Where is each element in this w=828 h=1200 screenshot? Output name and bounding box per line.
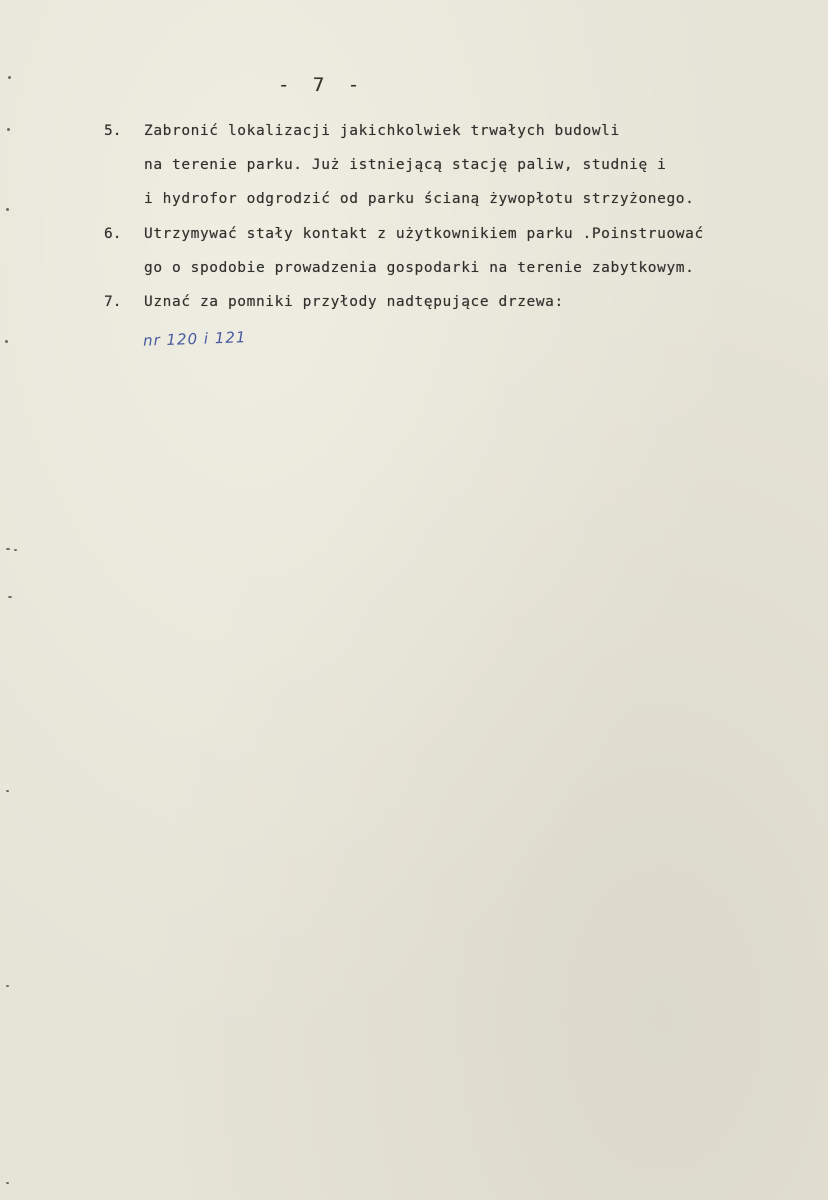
item-5-line-2: na terenie parku. Już istniejącą stację paliw, studnię i xyxy=(144,157,667,173)
margin-mark xyxy=(6,208,9,211)
item-5-line-3: i hydrofor odgrodzić od parku ścianą żywopłotu strzyżonego. xyxy=(144,191,695,207)
margin-mark xyxy=(6,985,9,987)
margin-mark xyxy=(7,128,10,131)
item-5-line-1: Zabronić lokalizacji jakichkolwiek trwałych budowli xyxy=(144,123,620,139)
item-6-line-1: Utrzymywać stały kontakt z użytkownikiem parku .Poinstruować xyxy=(144,226,704,242)
margin-mark xyxy=(6,548,10,550)
item-number-5: 5. xyxy=(104,123,122,139)
margin-mark xyxy=(8,76,11,79)
margin-mark xyxy=(8,596,12,598)
item-6-line-2: go o spodobie prowadzenia gospodarki na terenie zabytkowym. xyxy=(144,260,695,276)
item-number-7: 7. xyxy=(104,294,122,310)
item-7-line-1: Uznać za pomniki przyłody nadtępujące drzewa: xyxy=(144,294,564,310)
margin-mark xyxy=(6,1182,9,1184)
margin-mark xyxy=(5,340,8,343)
page-number: - 7 - xyxy=(278,74,366,96)
margin-mark xyxy=(14,549,17,551)
handwritten-note: nr 120 i 121 xyxy=(142,328,247,350)
margin-mark xyxy=(6,790,9,792)
item-number-6: 6. xyxy=(104,226,122,242)
